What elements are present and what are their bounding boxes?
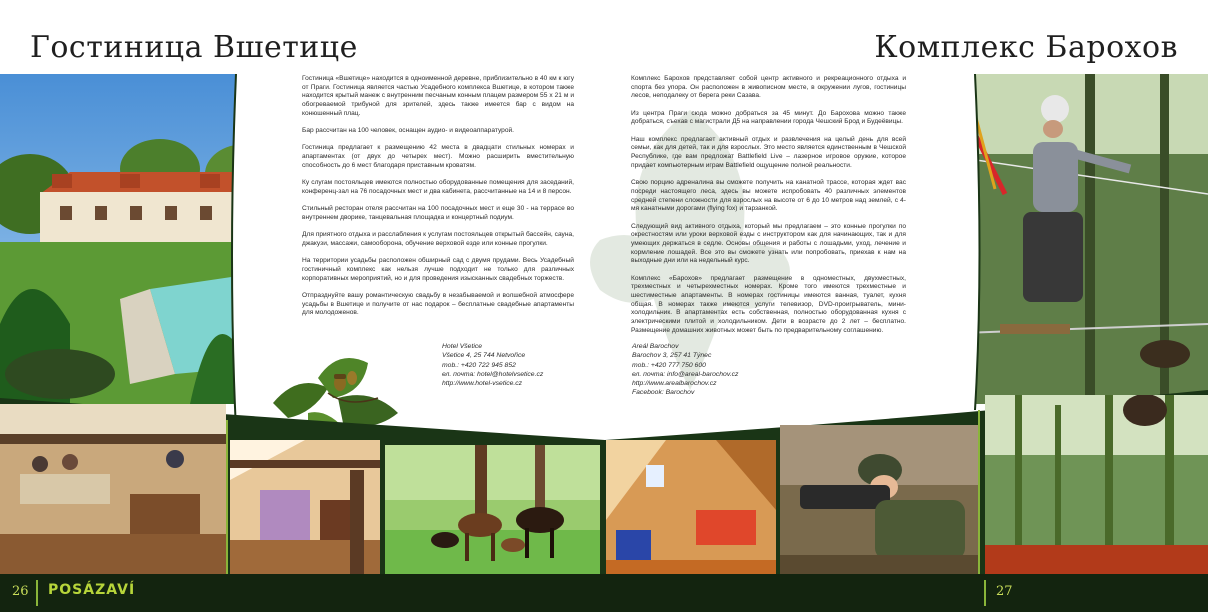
footer-divider [36, 580, 38, 606]
contact-address: Barochov 3, 257 41 Týnec [632, 352, 712, 360]
attic-room-photo [606, 440, 776, 585]
restaurant-photo [0, 404, 226, 574]
right-paragraph: Наш комплекс предлагает активный отдых и развлечения на целый день для всей семьи, как для детей, так и для взрослых. Это место является единственным в Чешской Республике, где вам предложат Battlefield Live – лазерное игровое оружие, которое придает компьютерным играм Battlefield ощущение полной реальности. [631, 135, 906, 169]
contact-address: Všetice 4, 25 744 Netvořice [442, 352, 526, 360]
page-number-left: 26 [12, 584, 29, 599]
contact-email-link[interactable]: ел. почта: info@areal-barochov.cz [632, 370, 739, 378]
page-title-left: Гостиница Вшетице [30, 30, 358, 65]
right-paragraph: Следующий вид активного отдыха, который мы предлагаем – это конные прогулки по окрестностям или уроки верховой езды с инструктором как для начинающих, так и для умеющих держаться в седле. Основы общения и работы с лошадьми, уход, лечение и кормление лошадей. Все это вы сможете узнать или попробовать, приехав к нам на выходные дни или на недельный курс. [631, 222, 906, 265]
left-paragraph: На территории усадьбы расположен обширный сад с двумя прудами. Весь Усадебный гостиничный комплекс как нельзя лучше подходит не только для различных корпоративных мероприятий, но и для проведения изысканных свадебных торжеств. [302, 257, 574, 282]
left-paragraph: Стильный ресторан отеля рассчитан на 100 посадочных мест и еще 30 - на террасе во внутреннем дворике, танцевальная площадка и концертный подиум. [302, 205, 574, 221]
contact-facebook-link[interactable]: Facebook: Barochov [632, 389, 695, 397]
left-paragraph: Ку слугам постояльцев имеются полностью оборудованные помещения для заседаний, конференц-зал на 76 посадочных мест и два кабинета, рассчитанные на 14 и 8 персон. [302, 179, 574, 195]
contact-phone: mob.: +420 722 945 852 [442, 361, 516, 369]
footer-divider [984, 580, 986, 606]
laser-game-photo [780, 425, 980, 585]
page-title-right: Комплекс Барохов [874, 30, 1178, 65]
right-paragraph: Из центра Праги сюда можно добраться за 45 минут. До Барохова можно также добраться, съехав с магистрали Д5 на направлении города Чешский Брод и Будеёвицы. [631, 109, 906, 126]
photo-divider [226, 420, 228, 574]
page-number-right: 27 [996, 584, 1013, 599]
forest-course-photo [985, 395, 1208, 574]
photo-divider [978, 410, 980, 574]
left-paragraph: Отпразднуйте вашу романтическую свадьбу в незабываемой и волшебной атмосфере усадьбы в Вшетице и получите от нас подарок – бесплатные свадебные апартаменты для молодоженов. [302, 291, 574, 317]
contact-website-link[interactable]: http://www.arealbarochov.cz [632, 380, 717, 388]
left-paragraph: Для приятного отдыха и расслабления к услугам постояльцев открытый бассейн, сауна, джакузи, массажи, самооборона, обучение верховой езде или конные прогулки. [302, 231, 574, 247]
left-paragraph: Бар рассчитан на 100 человек, оснащен аудио- и видеоаппаратурой. [302, 127, 515, 135]
contact-name: Hotel Všetice [442, 343, 483, 350]
left-paragraph: Гостиница предлагает к размещению 42 места в двадцати стильных номерах и апартаментах (от двух до четырех мест). Можно расширить вместительную способность до 6 мест благодаря приставным кроватям. [302, 144, 574, 169]
left-paragraph: Гостиница «Вшетице» находится в одноименной деревне, приблизительно в 40 км к югу от Праги. Гостиница является частью Усадебного комплекса Вшетице, в котором также находится крытый манеж с внутренним песчаным конным плацем размером 55 х 21 м и обогреваемой трибуной для зрителей, здесь также имеется бар с видом на конюшенный плац. [302, 75, 574, 117]
right-paragraph: Свою порцию адреналина вы сможете получить на канатной трассе, которая ждет вас посреди настоящего леса, здесь вы можете испробовать 40 различных элементов средней степени сложности для взрослых на высоте от 6 до 10 метров над землей, с 4-мя канатными дорогами (flying fox) и тарзанкой. [631, 179, 906, 213]
page-footer [0, 574, 1208, 612]
contact-phone: mob.: +420 777 750 600 [632, 361, 706, 369]
right-paragraph: Комплекс Барохов представляет собой центр активного и рекреационного отдыха и спорта без упора. Он расположен в живописном месте, в окружении лугов, гостиницы лесов, неподалеку от берега реки Сазава. [631, 75, 906, 100]
contact-website-link[interactable]: http://www.hotel-vsetice.cz [442, 380, 523, 388]
right-paragraph: Комплекс «Барохов» предлагает размещение в одноместных, двухместных, трехместных и четырехместных номерах. Кроме того имеются трехместные и шестиместные апартаменты. В номерах гостиницы имеются ванная, туалет, кухня общая. В номерах также имеются услуги телевизор, DVD-проигрыватель, мини-холодильник. В апартаментах есть собственная, полностью оборудованная кухня с электрическими плитой и холодильником. Дети в возрасте до 2 лет – бесплатно. Размещение домашних животных может быть по предварительному соглашению. [631, 274, 906, 334]
contact-name: Areál Barochov [632, 343, 679, 350]
brand-logo: POSÁZAVÍ [48, 582, 136, 598]
hotel-room-photo [230, 440, 380, 574]
horses-photo [385, 445, 600, 590]
contact-email-link[interactable]: ел. почта: hotel@hotelvsetice.cz [442, 370, 544, 378]
